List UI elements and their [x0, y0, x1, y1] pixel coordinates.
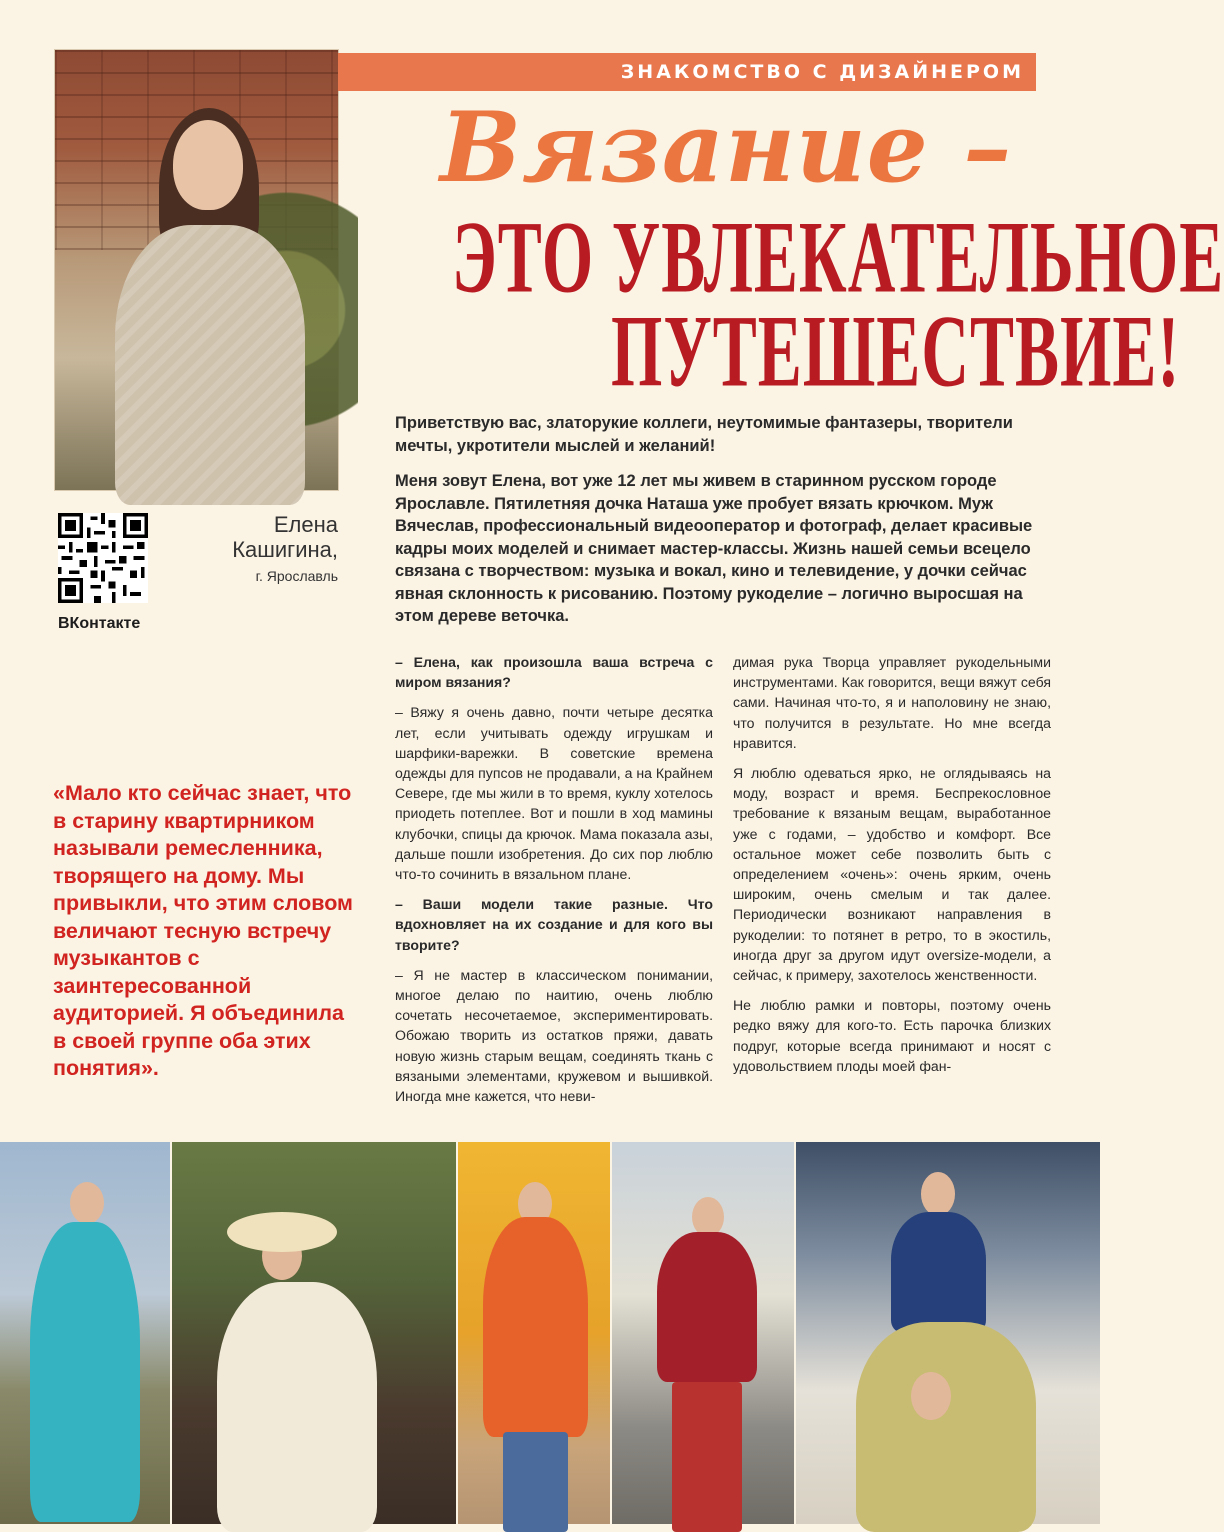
- model-photo-red-sweater: [612, 1142, 794, 1524]
- model-photo-turquoise-dress: [0, 1142, 170, 1524]
- article-paragraph: Я люблю одеваться ярко, не оглядываясь на моду, возраст и время. Беспрекословное требование к вязаным вещам, выработанное уже с годами, – удобство и комфорт. Все остальное может себе позволить быть с определением «очень»: очень ярким, очень широким, очень смелым и так далее. Периодически возникают направления в рукоделии: то потянет в ретро, то в экостиль, иногда друг за другом идут oversize-модели, а сейчас, к примеру, захотелось женственности.: [733, 765, 1051, 984]
- author-first-name: Елена: [273, 512, 338, 537]
- qr-code-icon[interactable]: [58, 513, 148, 603]
- author-last-name: Кашигина,: [232, 537, 338, 562]
- model-photo-orange-cardigan: [458, 1142, 610, 1524]
- pull-quote: «Мало кто сейчас знает, что в старину квартирником называли ремесленника, творящего на дому. Мы привыкли, что этим словом величают тесную встречу музыкантов с заинтересованной аудиторией. Я объединила в своей группе оба этих понятия».: [53, 781, 353, 1080]
- interview-question: – Елена, как произошла ваша встреча с миром вязания?: [395, 654, 713, 691]
- title-line-1: ЭТО УВЛЕКАТЕЛЬНОЕ: [452, 201, 1224, 315]
- intro-paragraph: Приветствую вас, златорукие коллеги, неутомимые фантазеры, творители мечты, укротители мыслей и желаний!: [395, 414, 1013, 455]
- title-script: Вязание –: [440, 91, 1013, 204]
- qr-label: ВКонтакте: [58, 615, 141, 632]
- model-photo-mother-daughter: [796, 1142, 1100, 1524]
- article-paragraph: димая рука Творца управляет рукодельными инструментами. Как говорится, вещи вяжут себя сами. Начиная что-то, я и наполовину не знаю, что получится в результате. Но мне всегда нравится.: [733, 654, 1051, 751]
- interview-question: – Ваши модели такие разные. Что вдохновляет на их создание и для кого вы творите?: [395, 896, 713, 953]
- author-city: г. Ярославль: [255, 568, 338, 584]
- intro-paragraph: Меня зовут Елена, вот уже 12 лет мы живем в старинном русском городе Ярославле. Пятилетняя дочка Наташа уже пробует вязать крючком. Муж Вячеслав, профессиональный видеооператор и фотограф, делает красивые кадры моих моделей и снимает мастер-классы. Жизнь нашей семьи всецело связана с творчеством: музыка и вокал, кино и телевидение, у дочки сейчас явная склонность к рисованию. Поэтому рукоделие – логично выросшая на этом дереве веточка.: [395, 472, 1033, 625]
- article-column-2: [733, 652, 1051, 1086]
- article-column-1: [395, 652, 713, 1116]
- interview-answer: – Я не мастер в классическом понимании, многое делаю по наитию, очень люблю сочетать несочетаемое, экспериментировать. Обожаю творить из остатков пряжи, давать новую жизнь старым вещам, соединять ткань с вязаными элементами, кружевом и вышивкой. Иногда мне кажется, что неви-: [395, 966, 713, 1105]
- article-paragraph: Не люблю рамки и повторы, поэтому очень редко вяжу для кого-то. Есть парочка близких подруг, которые всегда принимают и носят с удовольствием плоды моей фан-: [733, 997, 1051, 1074]
- designer-portrait-photo: [55, 50, 338, 490]
- title-line-2: ПУТЕШЕСТВИЕ!: [611, 295, 1181, 409]
- interview-answer: – Вяжу я очень давно, почти четыре десятка лет, если учитывать одежду игрушкам и шарфики-варежки. В советские времена одежды для пупсов не продавали, а на Крайнем Севере, где мы жили в то время, куклу хотелось приодеть потеплее. Вот и пошли в ход мамины клубочки, спицы да крючок. Мама показала азы, дальше пошли изобретения. До сих пор люблю что-то сочинить в вязальном плане.: [395, 704, 713, 883]
- section-tag: ЗНАКОМСТВО С ДИЗАЙНЕРОМ: [338, 53, 1036, 91]
- model-photo-lace-dress-hat: [172, 1142, 456, 1524]
